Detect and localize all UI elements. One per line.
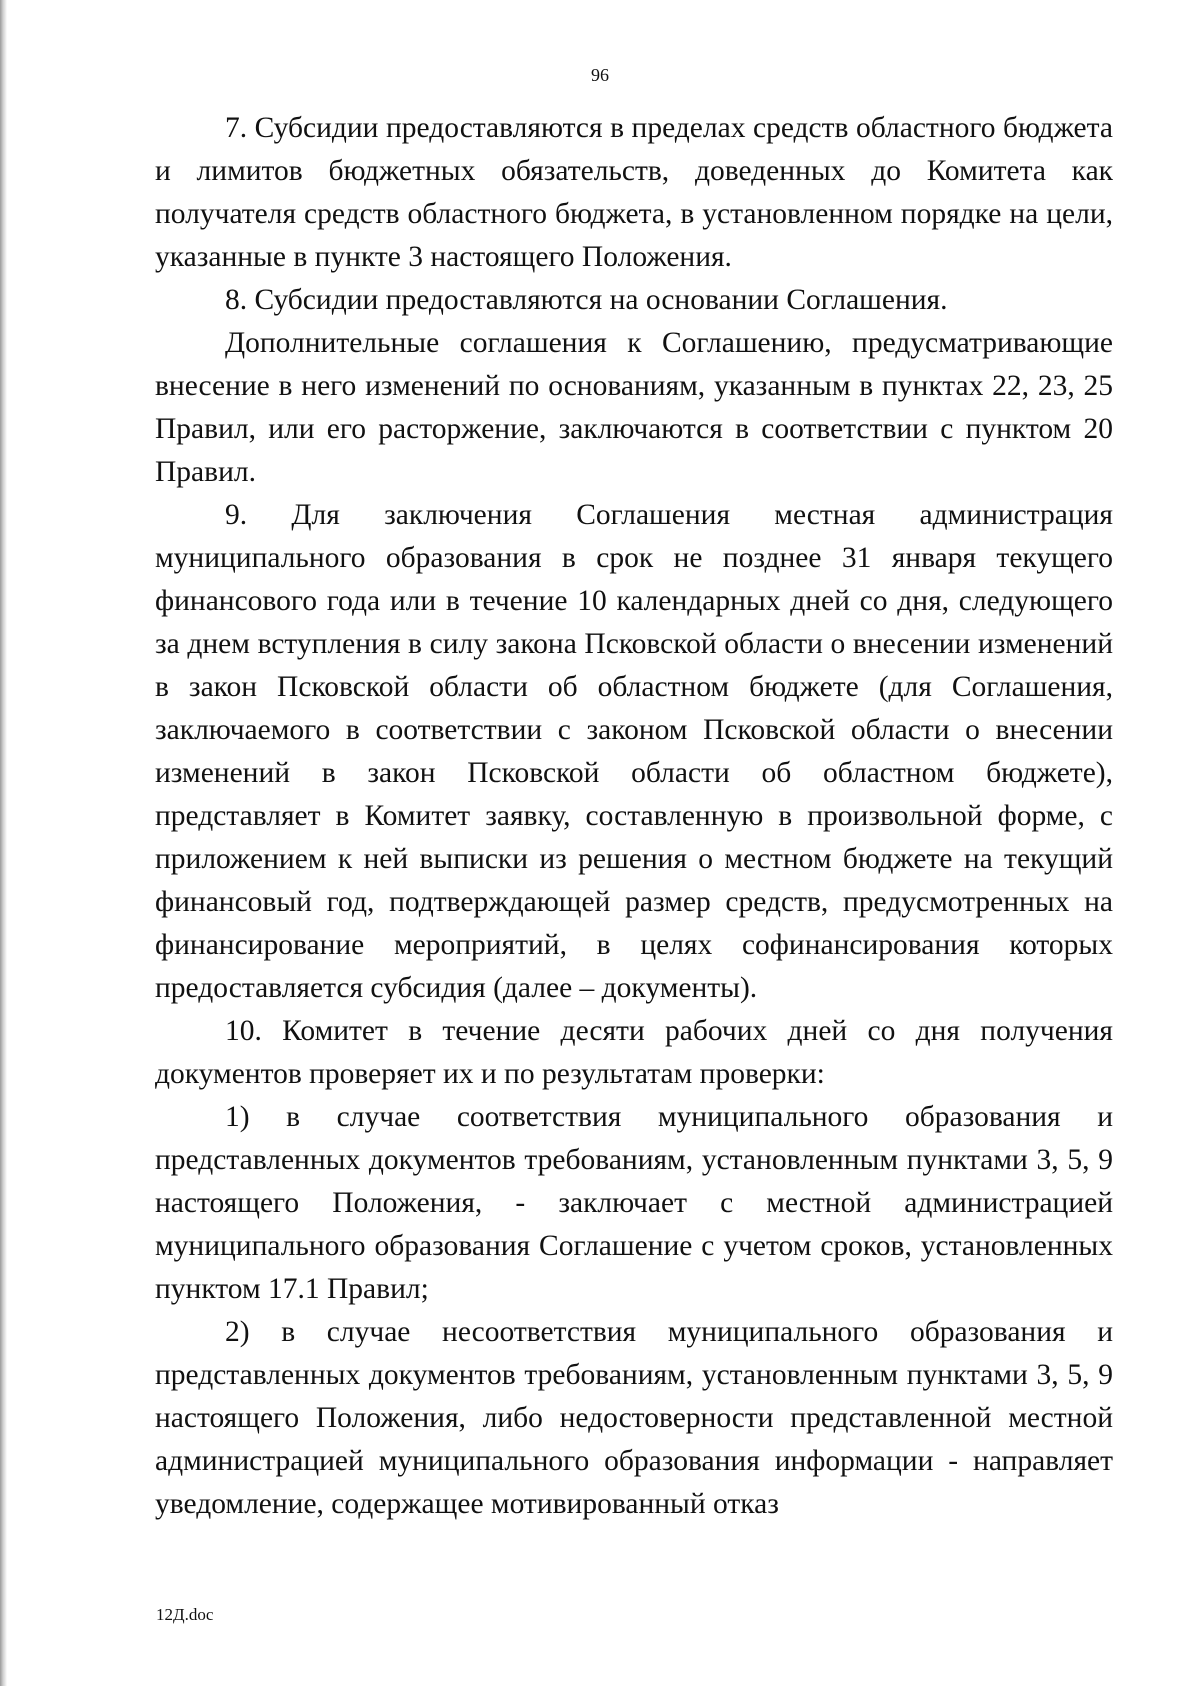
page-number: 96 bbox=[591, 65, 609, 85]
paragraph-8-additional: Дополнительные соглашения к Соглашению, предусматривающие внесение в него изменений по основаниям, указанным в пунктах 22, 23, 25 Правил, или его расторжение, заключаются в соответствии с пунктом 20 Правил. bbox=[155, 327, 1113, 488]
paragraph-10-item-1: 1) в случае соответствия муниципального образования и представленных документов требованиям, установленным пунктами 3, 5, 9 настоящего Положения, - заключает с местной администрацией муниципального образования Соглашение с учетом сроков, установленных пунктом 17.1 Правил; bbox=[155, 1101, 1113, 1305]
paragraph-7: 7. Субсидии предоставляются в пределах средств областного бюджета и лимитов бюджетных обязательств, доведенных до Комитета как получателя средств областного бюджета, в установленном порядке на цели, указанные в пункте 3 настоящего Положения. bbox=[155, 112, 1113, 273]
document-body bbox=[155, 107, 1113, 1526]
scan-edge bbox=[0, 0, 7, 1686]
paragraph-10: 10. Комитет в течение десяти рабочих дней со дня получения документов проверяет их и по результатам проверки: bbox=[155, 1015, 1113, 1090]
paragraph-10-item-2: 2) в случае несоответствия муниципального образования и представленных документов требованиям, установленным пунктами 3, 5, 9 настоящего Положения, либо недостоверности представленной местной администрацией муниципального образования информации - направляет уведомление, содержащее мотивированный отказ bbox=[155, 1316, 1113, 1520]
paragraph-8: 8. Субсидии предоставляются на основании Соглашения. bbox=[225, 284, 948, 316]
footer-filename: 12Д.doc bbox=[156, 1605, 214, 1624]
paragraph-9: 9. Для заключения Соглашения местная администрация муниципального образования в срок не позднее 31 января текущего финансового года или в течение 10 календарных дней со дня, следующего за днем вступления в силу закона Псковской области о внесении изменений в закон Псковской области об областном бюджете (для Соглашения, заключаемого в соответствии с законом Псковской области о внесении изменений в закон Псковской области об областном бюджете), представляет в Комитет заявку, составленную в произвольной форме, с приложением к ней выписки из решения о местном бюджете на текущий финансовый год, подтверждающей размер средств, предусмотренных на финансирование мероприятий, в целях софинансирования которых предоставляется субсидия (далее – документы). bbox=[155, 499, 1113, 1004]
